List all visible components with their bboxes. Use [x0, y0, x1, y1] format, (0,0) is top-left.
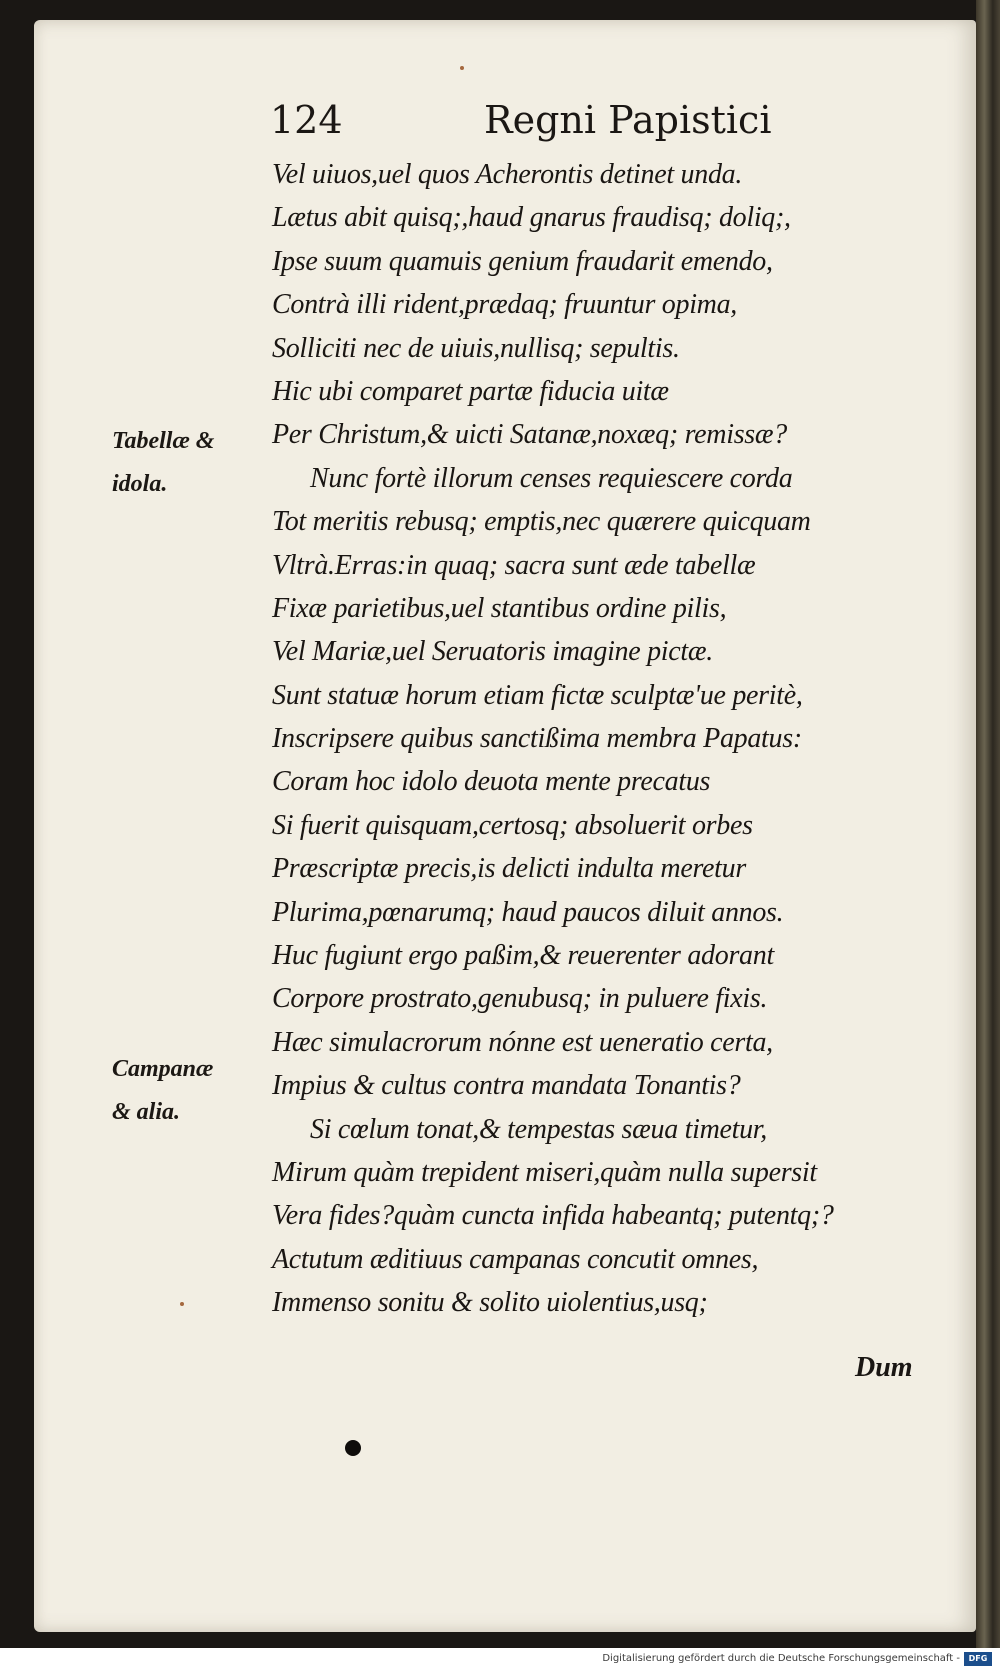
- footer-bar: [0, 1648, 1000, 1671]
- dfg-logo-icon: DFG: [964, 1652, 992, 1666]
- margin-note-line: idola.: [112, 471, 168, 497]
- verse-line: Contrà illi rident,prædaq; fruuntur opima,: [272, 289, 738, 321]
- margin-note-tabellae: [112, 420, 214, 506]
- verse-line: Tot meritis rebusq; emptis,nec quærere quicquam: [272, 506, 811, 538]
- verse-line: Vera fides?quàm cuncta infida habeantq; putentq;?: [272, 1200, 834, 1232]
- verse-text: [272, 153, 834, 1325]
- verse-line: Huc fugiunt ergo paßim,& reuerenter adorant: [272, 940, 774, 972]
- margin-note-line: Tabellæ &: [112, 428, 215, 454]
- verse-line: Plurima,pœnarumq; haud paucos diluit annos.: [272, 896, 784, 928]
- verse-line: Corpore prostrato,genubusq; in puluere fixis.: [272, 983, 768, 1015]
- verse-line: Per Christum,& uicti Satanæ,noxæq; remissæ?: [272, 419, 787, 451]
- verse-line: Solliciti nec de uiuis,nullisq; sepultis.: [272, 332, 680, 364]
- ink-dot: [345, 1440, 361, 1456]
- page-number: 124: [270, 98, 343, 142]
- verse-line: Immenso sonitu & solito uiolentius,usq;: [272, 1287, 708, 1319]
- verse-line: Vel uiuos,uel quos Acherontis detinet unda.: [272, 159, 743, 190]
- running-head: Regni Papistici: [484, 98, 772, 142]
- margin-note-campanae: [112, 1048, 213, 1134]
- verse-line: Sunt statuæ horum etiam fictæ sculptæ'ue peritè,: [272, 679, 803, 711]
- verse-line: Vltrà.Erras:in quaq; sacra sunt æde tabellæ: [272, 549, 756, 581]
- verse-line: Lætus abit quisq;,haud gnarus fraudisq; doliq;,: [272, 202, 791, 234]
- verse-line: Præscriptæ precis,is delicti indulta meretur: [272, 853, 746, 885]
- verse-line: Si fuerit quisquam,certosq; absoluerit orbes: [272, 809, 753, 841]
- verse-line: Ipse suum quamuis genium fraudarit emendo,: [272, 245, 773, 277]
- margin-note-line: Campanæ: [112, 1056, 214, 1082]
- verse-line: Si cœlum tonat,& tempestas sæua timetur,: [310, 1113, 768, 1145]
- verse-line: Fixæ parietibus,uel stantibus ordine pilis,: [272, 592, 727, 624]
- paper-speck: [460, 66, 464, 70]
- verse-line: Hic ubi comparet partæ fiducia uitæ: [272, 375, 669, 407]
- verse-line: Vel Mariæ,uel Seruatoris imagine pictæ.: [272, 636, 713, 668]
- paper-speck: [180, 1302, 184, 1306]
- verse-line: Inscripsere quibus sanctißima membra Papatus:: [272, 723, 802, 755]
- funding-credit: Digitalisierung gefördert durch die Deutsche Forschungsgemeinschaft -: [602, 1653, 960, 1664]
- margin-note-line: & alia.: [112, 1099, 181, 1125]
- book-edge: [976, 0, 1000, 1648]
- catchword: Dum: [855, 1352, 913, 1383]
- verse-line: Actutum æditiuus campanas concutit omnes,: [272, 1243, 759, 1275]
- verse-line: Nunc fortè illorum censes requiescere corda: [310, 462, 793, 494]
- verse-line: Coram hoc idolo deuota mente precatus: [272, 766, 711, 798]
- verse-line: Impius & cultus contra mandata Tonantis?: [272, 1070, 741, 1102]
- verse-line: Mirum quàm trepident miseri,quàm nulla supersit: [272, 1156, 817, 1188]
- verse-line: Hæc simulacrorum nónne est ueneratio certa,: [272, 1026, 773, 1058]
